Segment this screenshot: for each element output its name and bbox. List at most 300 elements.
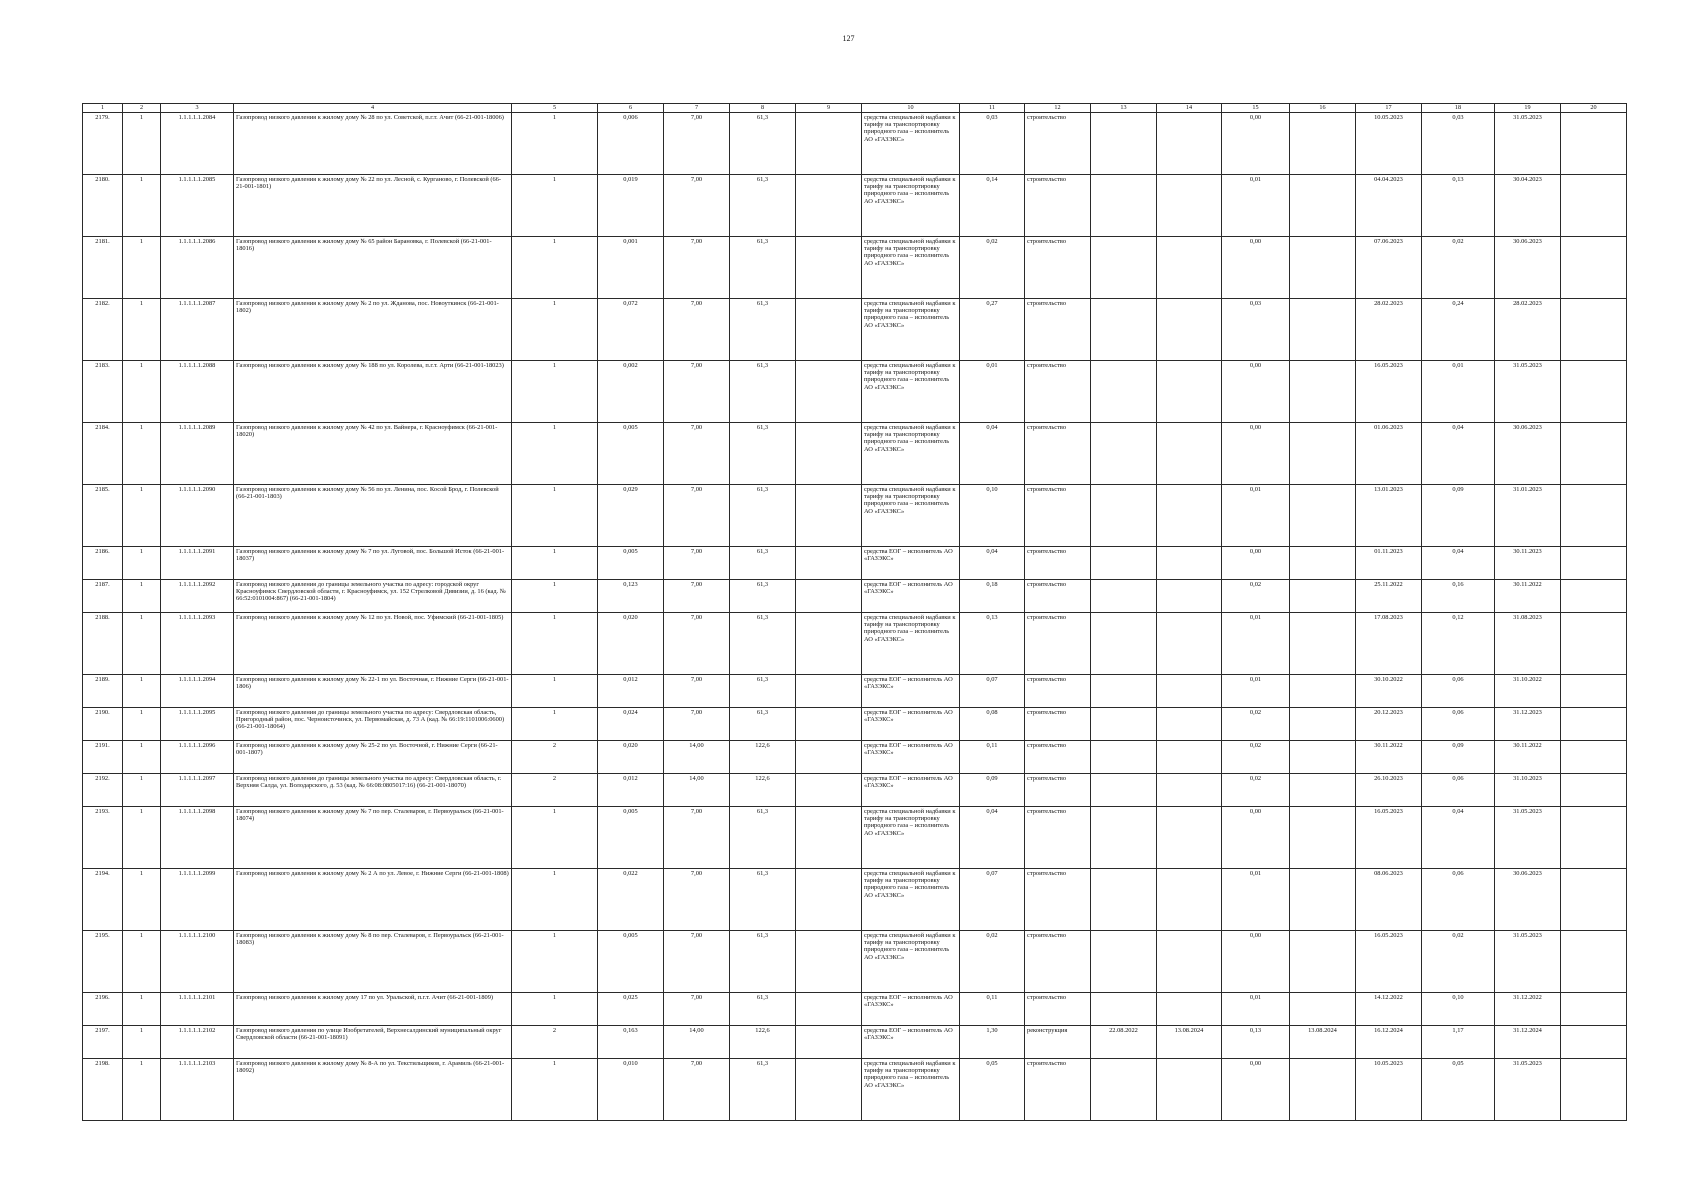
- object-description-cell: Газопровод низкого давления к жилому дому № 22 по ул. Лесной, с. Курганово, г. Полевской (66-21-001-1801): [234, 175, 512, 237]
- cell-col-17: 28.02.2023: [1356, 299, 1422, 361]
- cell-col-19: 31.05.2023: [1495, 1059, 1561, 1121]
- cell-col-8: 61,3: [730, 580, 796, 613]
- cell-col-6: 0,123: [598, 580, 664, 613]
- cell-col-13: [1091, 708, 1157, 741]
- table-row: [83, 675, 1627, 708]
- cell-col-18: 0,04: [1422, 807, 1495, 869]
- cell-col-17: 20.12.2023: [1356, 708, 1422, 741]
- row-number-cell: 2189.: [83, 675, 123, 708]
- funding-source-cell: средства специальной надбавки к тарифу на транспортировку природного газа – исполнитель АО «ГАЗЭКС»: [862, 1059, 960, 1121]
- cell-col-13: [1091, 237, 1157, 299]
- cell-col-16: [1290, 237, 1356, 299]
- cell-col-16: [1290, 993, 1356, 1026]
- cell-col-13: [1091, 299, 1157, 361]
- cell-col-2: 1: [123, 361, 161, 423]
- cell-col-5: 1: [512, 175, 598, 237]
- cell-col-5: 1: [512, 237, 598, 299]
- cell-col-2: 1: [123, 423, 161, 485]
- cell-col-18: 0,06: [1422, 869, 1495, 931]
- cell-col-14: [1157, 869, 1222, 931]
- cell-col-19: 30.06.2023: [1495, 237, 1561, 299]
- cell-col-11: 0,08: [960, 708, 1025, 741]
- cell-col-8: 61,3: [730, 485, 796, 547]
- table-row: [83, 485, 1627, 547]
- column-header: 2: [123, 104, 161, 113]
- funding-source-cell: средства ЕОГ – исполнитель АО «ГАЗЭКС»: [862, 741, 960, 774]
- table-row: [83, 237, 1627, 299]
- work-type-cell: строительство: [1025, 175, 1091, 237]
- cell-col-13: [1091, 741, 1157, 774]
- cell-col-13: [1091, 1059, 1157, 1121]
- cell-col-18: 0,24: [1422, 299, 1495, 361]
- cell-col-14: 13.08.2024: [1157, 1026, 1222, 1059]
- cell-col-7: 14,00: [664, 741, 730, 774]
- cell-col-14: [1157, 613, 1222, 675]
- cell-col-9: [796, 869, 862, 931]
- work-type-cell: строительство: [1025, 869, 1091, 931]
- cell-col-19: 31.05.2023: [1495, 113, 1561, 175]
- column-header: 13: [1091, 104, 1157, 113]
- cell-col-2: 1: [123, 485, 161, 547]
- cell-col-19: 31.12.2022: [1495, 993, 1561, 1026]
- cell-col-15: 0,02: [1222, 708, 1290, 741]
- column-header: 18: [1422, 104, 1495, 113]
- cell-col-15: 0,00: [1222, 361, 1290, 423]
- cell-col-20: [1561, 175, 1627, 237]
- cell-col-16: [1290, 774, 1356, 807]
- cell-col-7: 7,00: [664, 613, 730, 675]
- cell-col-14: [1157, 774, 1222, 807]
- row-number-cell: 2182.: [83, 299, 123, 361]
- object-code-cell: 1.1.1.1.1.2096: [161, 741, 234, 774]
- cell-col-9: [796, 361, 862, 423]
- work-type-cell: строительство: [1025, 299, 1091, 361]
- cell-col-16: [1290, 613, 1356, 675]
- cell-col-9: [796, 299, 862, 361]
- cell-col-2: 1: [123, 1026, 161, 1059]
- cell-col-17: 16.05.2023: [1356, 361, 1422, 423]
- cell-col-14: [1157, 708, 1222, 741]
- cell-col-16: [1290, 741, 1356, 774]
- column-header: 16: [1290, 104, 1356, 113]
- row-number-cell: 2179.: [83, 113, 123, 175]
- cell-col-6: 0,020: [598, 741, 664, 774]
- cell-col-6: 0,006: [598, 113, 664, 175]
- cell-col-11: 0,03: [960, 113, 1025, 175]
- cell-col-16: [1290, 175, 1356, 237]
- cell-col-18: 0,09: [1422, 485, 1495, 547]
- cell-col-18: 0,06: [1422, 675, 1495, 708]
- cell-col-18: 0,06: [1422, 708, 1495, 741]
- row-number-cell: 2185.: [83, 485, 123, 547]
- cell-col-2: 1: [123, 708, 161, 741]
- cell-col-5: 1: [512, 708, 598, 741]
- cell-col-5: 1: [512, 869, 598, 931]
- cell-col-20: [1561, 113, 1627, 175]
- row-number-cell: 2186.: [83, 547, 123, 580]
- cell-col-9: [796, 423, 862, 485]
- cell-col-15: 0,02: [1222, 580, 1290, 613]
- cell-col-11: 0,07: [960, 869, 1025, 931]
- work-type-cell: строительство: [1025, 708, 1091, 741]
- cell-col-13: [1091, 423, 1157, 485]
- cell-col-14: [1157, 423, 1222, 485]
- column-header: 3: [161, 104, 234, 113]
- cell-col-7: 7,00: [664, 237, 730, 299]
- gas-pipeline-register-table: [82, 103, 1627, 1121]
- cell-col-2: 1: [123, 675, 161, 708]
- object-code-cell: 1.1.1.1.1.2098: [161, 807, 234, 869]
- funding-source-cell: средства ЕОГ – исполнитель АО «ГАЗЭКС»: [862, 708, 960, 741]
- cell-col-20: [1561, 1026, 1627, 1059]
- cell-col-11: 0,04: [960, 423, 1025, 485]
- row-number-cell: 2181.: [83, 237, 123, 299]
- table-row: [83, 1026, 1627, 1059]
- cell-col-8: 122,6: [730, 1026, 796, 1059]
- cell-col-14: [1157, 299, 1222, 361]
- cell-col-15: 0,00: [1222, 807, 1290, 869]
- object-code-cell: 1.1.1.1.1.2093: [161, 613, 234, 675]
- cell-col-8: 61,3: [730, 869, 796, 931]
- cell-col-2: 1: [123, 580, 161, 613]
- table-row: [83, 1059, 1627, 1121]
- object-code-cell: 1.1.1.1.1.2094: [161, 675, 234, 708]
- column-header: 20: [1561, 104, 1627, 113]
- cell-col-18: 0,06: [1422, 774, 1495, 807]
- cell-col-18: 0,02: [1422, 237, 1495, 299]
- object-description-cell: Газопровод низкого давления к жилому дому № 22-1 по ул. Восточная, г. Нижние Серги (66-21-001-1806): [234, 675, 512, 708]
- cell-col-20: [1561, 613, 1627, 675]
- cell-col-15: 0,00: [1222, 423, 1290, 485]
- object-code-cell: 1.1.1.1.1.2090: [161, 485, 234, 547]
- cell-col-11: 0,27: [960, 299, 1025, 361]
- cell-col-19: 30.04.2023: [1495, 175, 1561, 237]
- cell-col-17: 26.10.2023: [1356, 774, 1422, 807]
- column-header: 17: [1356, 104, 1422, 113]
- work-type-cell: строительство: [1025, 580, 1091, 613]
- cell-col-7: 7,00: [664, 299, 730, 361]
- cell-col-13: 22.08.2022: [1091, 1026, 1157, 1059]
- row-number-cell: 2191.: [83, 741, 123, 774]
- cell-col-11: 0,14: [960, 175, 1025, 237]
- work-type-cell: строительство: [1025, 485, 1091, 547]
- cell-col-9: [796, 175, 862, 237]
- cell-col-20: [1561, 931, 1627, 993]
- cell-col-7: 7,00: [664, 580, 730, 613]
- cell-col-18: 0,04: [1422, 423, 1495, 485]
- row-number-cell: 2183.: [83, 361, 123, 423]
- cell-col-7: 7,00: [664, 708, 730, 741]
- cell-col-19: 31.05.2023: [1495, 931, 1561, 993]
- cell-col-8: 61,3: [730, 547, 796, 580]
- cell-col-7: 7,00: [664, 175, 730, 237]
- cell-col-8: 61,3: [730, 175, 796, 237]
- cell-col-15: 0,00: [1222, 1059, 1290, 1121]
- work-type-cell: строительство: [1025, 774, 1091, 807]
- work-type-cell: строительство: [1025, 547, 1091, 580]
- object-description-cell: Газопровод низкого давления по улице Изобретателей, Верхнесалдинский муниципальный округ Свердловской области (66-21-001-18091): [234, 1026, 512, 1059]
- cell-col-15: 0,02: [1222, 741, 1290, 774]
- column-header: 14: [1157, 104, 1222, 113]
- cell-col-17: 07.06.2023: [1356, 237, 1422, 299]
- cell-col-18: 0,10: [1422, 993, 1495, 1026]
- cell-col-18: 0,12: [1422, 613, 1495, 675]
- cell-col-11: 0,02: [960, 931, 1025, 993]
- object-description-cell: Газопровод низкого давления к жилому дому 17 по ул. Уральской, п.г.т. Ачит (66-21-001-1809): [234, 993, 512, 1026]
- column-header: 7: [664, 104, 730, 113]
- cell-col-13: [1091, 774, 1157, 807]
- cell-col-2: 1: [123, 774, 161, 807]
- cell-col-6: 0,024: [598, 708, 664, 741]
- column-header: 10: [862, 104, 960, 113]
- cell-col-20: [1561, 237, 1627, 299]
- cell-col-9: [796, 931, 862, 993]
- object-description-cell: Газопровод низкого давления к жилому дому № 65 район Барановка, г. Полевской (66-21-001-18016): [234, 237, 512, 299]
- cell-col-11: 0,04: [960, 807, 1025, 869]
- column-header: 19: [1495, 104, 1561, 113]
- cell-col-17: 25.11.2022: [1356, 580, 1422, 613]
- cell-col-6: 0,072: [598, 299, 664, 361]
- cell-col-9: [796, 613, 862, 675]
- cell-col-15: 0,01: [1222, 993, 1290, 1026]
- cell-col-8: 61,3: [730, 423, 796, 485]
- object-description-cell: Газопровод низкого давления к жилому дому № 25-2 по ул. Восточной, г. Нижние Серги (66-21-001-1807): [234, 741, 512, 774]
- cell-col-7: 14,00: [664, 1026, 730, 1059]
- object-code-cell: 1.1.1.1.1.2102: [161, 1026, 234, 1059]
- funding-source-cell: средства специальной надбавки к тарифу на транспортировку природного газа – исполнитель АО «ГАЗЭКС»: [862, 361, 960, 423]
- object-description-cell: Газопровод низкого давления к жилому дому № 2 по ул. Жданова, пос. Новоуткинск (66-21-001-1802): [234, 299, 512, 361]
- cell-col-20: [1561, 547, 1627, 580]
- cell-col-14: [1157, 675, 1222, 708]
- cell-col-5: 1: [512, 299, 598, 361]
- cell-col-9: [796, 113, 862, 175]
- cell-col-2: 1: [123, 613, 161, 675]
- cell-col-6: 0,022: [598, 869, 664, 931]
- object-code-cell: 1.1.1.1.1.2086: [161, 237, 234, 299]
- funding-source-cell: средства специальной надбавки к тарифу на транспортировку природного газа – исполнитель АО «ГАЗЭКС»: [862, 113, 960, 175]
- table-row: [83, 931, 1627, 993]
- cell-col-6: 0,005: [598, 423, 664, 485]
- work-type-cell: строительство: [1025, 113, 1091, 175]
- table-row: [83, 993, 1627, 1026]
- cell-col-20: [1561, 580, 1627, 613]
- cell-col-16: [1290, 869, 1356, 931]
- cell-col-18: 0,13: [1422, 175, 1495, 237]
- object-description-cell: Газопровод низкого давления до границы земельного участка по адресу: городской округ Красноуфимск Свердловской области, г. Красноуфимск, ул. 152 Стрелковой Дивизии, д. 16 (кад. № 66:52:0101004:867) (66-21-001-1804): [234, 580, 512, 613]
- cell-col-6: 0,002: [598, 361, 664, 423]
- cell-col-16: [1290, 299, 1356, 361]
- cell-col-20: [1561, 708, 1627, 741]
- register-body: [83, 113, 1627, 1121]
- cell-col-15: 0,01: [1222, 175, 1290, 237]
- cell-col-11: 0,02: [960, 237, 1025, 299]
- object-code-cell: 1.1.1.1.1.2100: [161, 931, 234, 993]
- row-number-cell: 2188.: [83, 613, 123, 675]
- object-description-cell: Газопровод низкого давления к жилому дому № 7 по ул. Луговой, пос. Большой Исток (66-21-001-18037): [234, 547, 512, 580]
- table-row: [83, 741, 1627, 774]
- cell-col-16: 13.08.2024: [1290, 1026, 1356, 1059]
- cell-col-15: 0,13: [1222, 1026, 1290, 1059]
- cell-col-16: [1290, 547, 1356, 580]
- cell-col-17: 13.01.2023: [1356, 485, 1422, 547]
- cell-col-18: 0,05: [1422, 1059, 1495, 1121]
- work-type-cell: строительство: [1025, 931, 1091, 993]
- row-number-cell: 2193.: [83, 807, 123, 869]
- cell-col-11: 0,10: [960, 485, 1025, 547]
- row-number-cell: 2187.: [83, 580, 123, 613]
- cell-col-13: [1091, 807, 1157, 869]
- cell-col-19: 30.11.2023: [1495, 547, 1561, 580]
- row-number-cell: 2184.: [83, 423, 123, 485]
- cell-col-16: [1290, 807, 1356, 869]
- cell-col-6: 0,001: [598, 237, 664, 299]
- cell-col-9: [796, 580, 862, 613]
- cell-col-8: 61,3: [730, 931, 796, 993]
- cell-col-20: [1561, 485, 1627, 547]
- cell-col-14: [1157, 237, 1222, 299]
- cell-col-11: 0,18: [960, 580, 1025, 613]
- cell-col-7: 7,00: [664, 807, 730, 869]
- column-header: 9: [796, 104, 862, 113]
- funding-source-cell: средства ЕОГ – исполнитель АО «ГАЗЭКС»: [862, 547, 960, 580]
- cell-col-5: 2: [512, 741, 598, 774]
- cell-col-18: 1,17: [1422, 1026, 1495, 1059]
- funding-source-cell: средства специальной надбавки к тарифу на транспортировку природного газа – исполнитель АО «ГАЗЭКС»: [862, 237, 960, 299]
- cell-col-7: 7,00: [664, 675, 730, 708]
- cell-col-15: 0,03: [1222, 299, 1290, 361]
- object-code-cell: 1.1.1.1.1.2084: [161, 113, 234, 175]
- cell-col-17: 30.10.2022: [1356, 675, 1422, 708]
- cell-col-14: [1157, 361, 1222, 423]
- work-type-cell: строительство: [1025, 993, 1091, 1026]
- cell-col-19: 31.05.2023: [1495, 361, 1561, 423]
- object-code-cell: 1.1.1.1.1.2085: [161, 175, 234, 237]
- cell-col-5: 2: [512, 774, 598, 807]
- object-code-cell: 1.1.1.1.1.2095: [161, 708, 234, 741]
- cell-col-5: 1: [512, 423, 598, 485]
- cell-col-20: [1561, 423, 1627, 485]
- cell-col-9: [796, 547, 862, 580]
- cell-col-17: 08.06.2023: [1356, 869, 1422, 931]
- cell-col-11: 1,30: [960, 1026, 1025, 1059]
- cell-col-18: 0,01: [1422, 361, 1495, 423]
- cell-col-16: [1290, 423, 1356, 485]
- cell-col-13: [1091, 485, 1157, 547]
- table-row: [83, 113, 1627, 175]
- cell-col-17: 16.05.2023: [1356, 807, 1422, 869]
- cell-col-8: 61,3: [730, 1059, 796, 1121]
- cell-col-20: [1561, 807, 1627, 869]
- cell-col-17: 16.12.2024: [1356, 1026, 1422, 1059]
- object-code-cell: 1.1.1.1.1.2103: [161, 1059, 234, 1121]
- object-description-cell: Газопровод низкого давления к жилому дому № 28 по ул. Советской, п.г.т. Ачит (66-21-001-18006): [234, 113, 512, 175]
- cell-col-13: [1091, 675, 1157, 708]
- cell-col-15: 0,01: [1222, 675, 1290, 708]
- work-type-cell: строительство: [1025, 675, 1091, 708]
- cell-col-20: [1561, 299, 1627, 361]
- column-header: 4: [234, 104, 512, 113]
- work-type-cell: реконструкция: [1025, 1026, 1091, 1059]
- cell-col-14: [1157, 993, 1222, 1026]
- funding-source-cell: средства специальной надбавки к тарифу на транспортировку природного газа – исполнитель АО «ГАЗЭКС»: [862, 485, 960, 547]
- funding-source-cell: средства специальной надбавки к тарифу на транспортировку природного газа – исполнитель АО «ГАЗЭКС»: [862, 869, 960, 931]
- cell-col-14: [1157, 485, 1222, 547]
- cell-col-5: 1: [512, 1059, 598, 1121]
- cell-col-8: 122,6: [730, 741, 796, 774]
- cell-col-18: 0,02: [1422, 931, 1495, 993]
- cell-col-13: [1091, 113, 1157, 175]
- cell-col-5: 1: [512, 931, 598, 993]
- cell-col-19: 30.06.2023: [1495, 869, 1561, 931]
- cell-col-17: 10.05.2023: [1356, 1059, 1422, 1121]
- cell-col-6: 0,163: [598, 1026, 664, 1059]
- cell-col-19: 31.01.2023: [1495, 485, 1561, 547]
- column-header: 11: [960, 104, 1025, 113]
- funding-source-cell: средства специальной надбавки к тарифу на транспортировку природного газа – исполнитель АО «ГАЗЭКС»: [862, 931, 960, 993]
- cell-col-19: 31.05.2023: [1495, 807, 1561, 869]
- funding-source-cell: средства специальной надбавки к тарифу на транспортировку природного газа – исполнитель АО «ГАЗЭКС»: [862, 299, 960, 361]
- column-header: 12: [1025, 104, 1091, 113]
- cell-col-15: 0,00: [1222, 931, 1290, 993]
- column-header: 15: [1222, 104, 1290, 113]
- cell-col-2: 1: [123, 869, 161, 931]
- cell-col-6: 0,010: [598, 1059, 664, 1121]
- cell-col-15: 0,01: [1222, 613, 1290, 675]
- row-number-cell: 2198.: [83, 1059, 123, 1121]
- cell-col-11: 0,07: [960, 675, 1025, 708]
- cell-col-6: 0,020: [598, 613, 664, 675]
- funding-source-cell: средства специальной надбавки к тарифу на транспортировку природного газа – исполнитель АО «ГАЗЭКС»: [862, 807, 960, 869]
- funding-source-cell: средства ЕОГ – исполнитель АО «ГАЗЭКС»: [862, 993, 960, 1026]
- table-row: [83, 774, 1627, 807]
- cell-col-5: 1: [512, 547, 598, 580]
- cell-col-18: 0,09: [1422, 741, 1495, 774]
- cell-col-15: 0,00: [1222, 547, 1290, 580]
- cell-col-20: [1561, 993, 1627, 1026]
- cell-col-6: 0,005: [598, 547, 664, 580]
- cell-col-16: [1290, 1059, 1356, 1121]
- cell-col-20: [1561, 774, 1627, 807]
- object-description-cell: Газопровод низкого давления к жилому дому № 56 по ул. Ленина, пос. Косой Брод, г. Полевской (66-21-001-1803): [234, 485, 512, 547]
- column-header: 5: [512, 104, 598, 113]
- cell-col-9: [796, 1026, 862, 1059]
- cell-col-15: 0,01: [1222, 869, 1290, 931]
- cell-col-6: 0,019: [598, 175, 664, 237]
- cell-col-6: 0,005: [598, 807, 664, 869]
- cell-col-11: 0,04: [960, 547, 1025, 580]
- cell-col-19: 31.08.2023: [1495, 613, 1561, 675]
- table-row: [83, 869, 1627, 931]
- cell-col-2: 1: [123, 1059, 161, 1121]
- cell-col-20: [1561, 675, 1627, 708]
- cell-col-14: [1157, 547, 1222, 580]
- cell-col-19: 31.10.2022: [1495, 675, 1561, 708]
- cell-col-17: 04.04.2023: [1356, 175, 1422, 237]
- cell-col-16: [1290, 675, 1356, 708]
- cell-col-20: [1561, 741, 1627, 774]
- row-number-cell: 2194.: [83, 869, 123, 931]
- cell-col-9: [796, 237, 862, 299]
- cell-col-19: 30.11.2022: [1495, 741, 1561, 774]
- cell-col-11: 0,05: [960, 1059, 1025, 1121]
- cell-col-6: 0,025: [598, 993, 664, 1026]
- cell-col-8: 61,3: [730, 708, 796, 741]
- cell-col-19: 30.06.2023: [1495, 423, 1561, 485]
- work-type-cell: строительство: [1025, 423, 1091, 485]
- cell-col-5: 1: [512, 580, 598, 613]
- cell-col-17: 30.11.2022: [1356, 741, 1422, 774]
- cell-col-6: 0,029: [598, 485, 664, 547]
